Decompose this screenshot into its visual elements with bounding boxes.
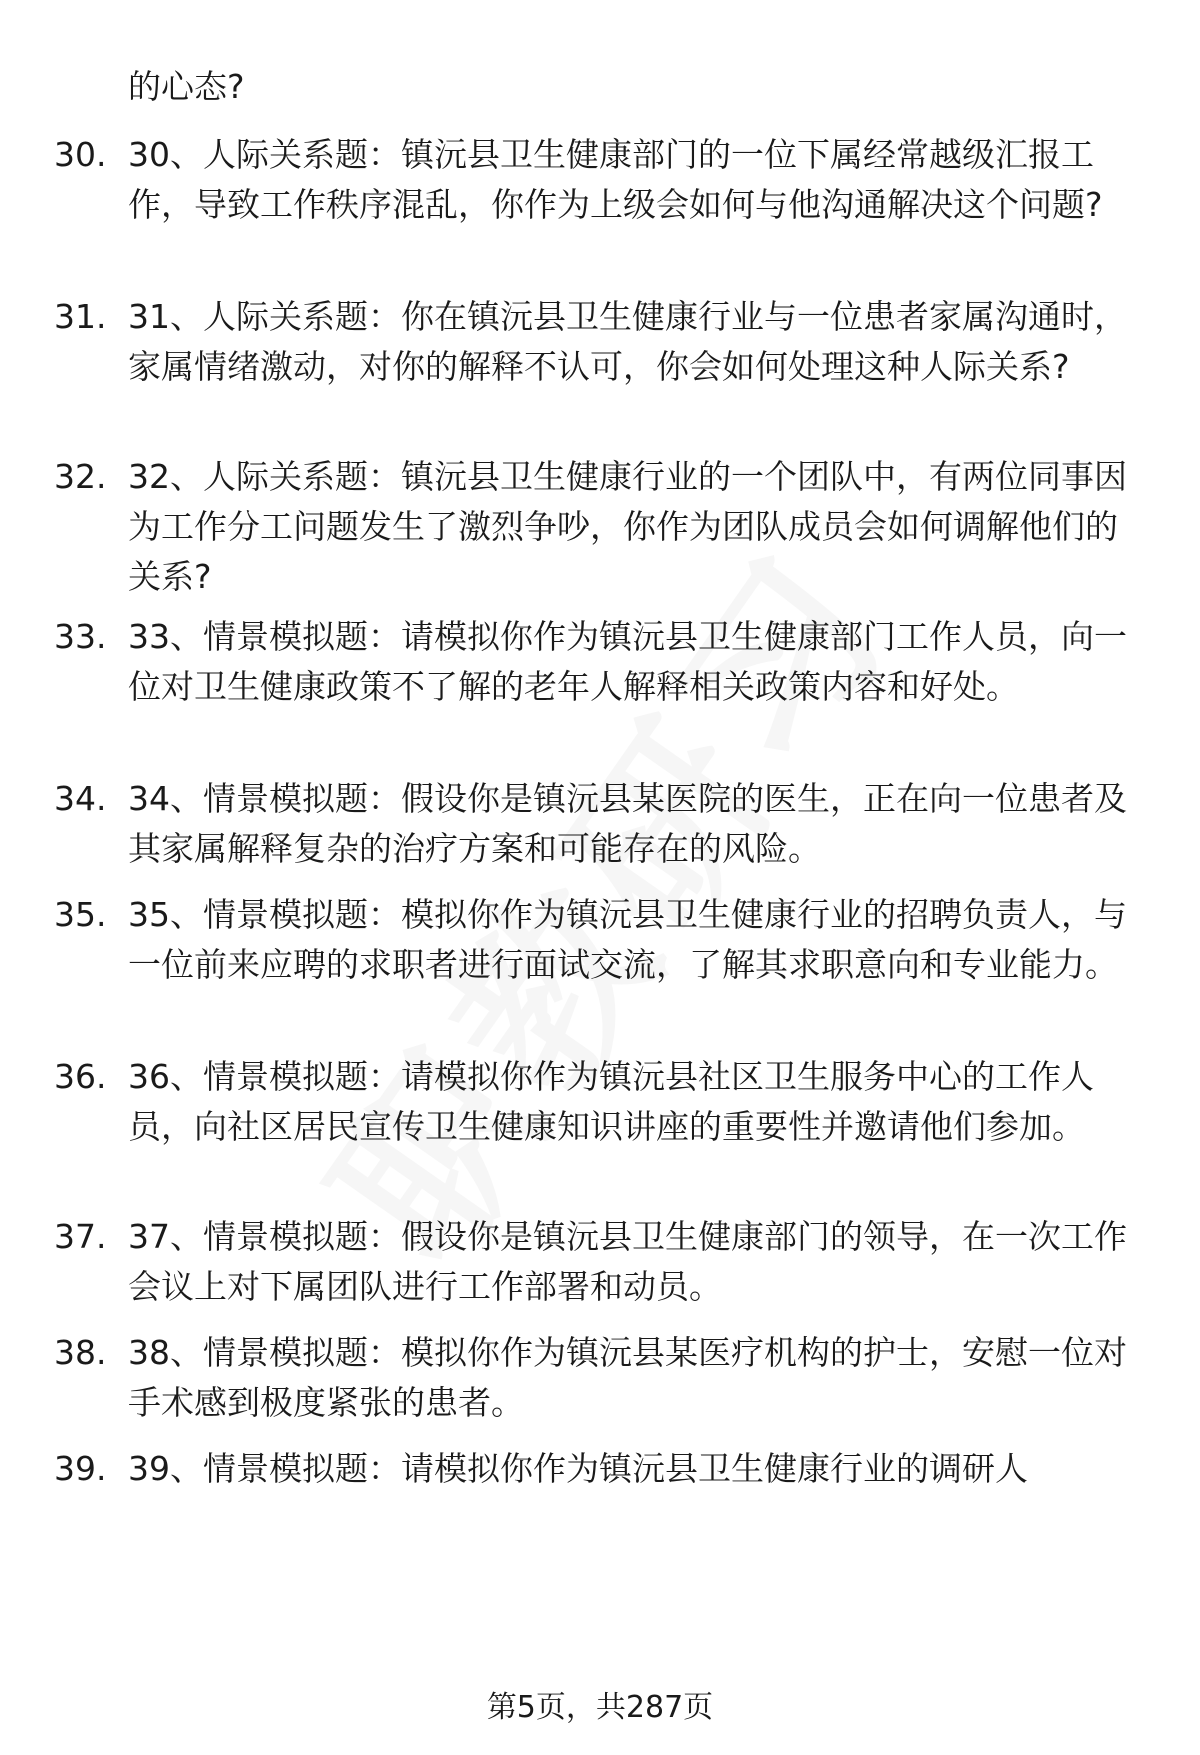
list-item-number: 35. (54, 895, 107, 934)
list-item-text: 32、人际关系题：镇沅县卫生健康行业的一个团队中，有两位同事因为工作分工问题发生了激烈争吵，你作为团队成员会如何调解他们的关系? (128, 457, 1127, 596)
list-item-number: 38. (54, 1333, 107, 1372)
list-item-number: 37. (54, 1217, 107, 1256)
list-item-number: 34. (54, 779, 107, 818)
list-item-text: 34、情景模拟题：假设你是镇沅县某医院的医生，正在向一位患者及其家属解释复杂的治疗方案和可能存在的风险。 (128, 779, 1127, 868)
list-item-text: 38、情景模拟题：模拟你作为镇沅县某医疗机构的护士，安慰一位对手术感到极度紧张的患者。 (128, 1333, 1127, 1422)
list-item-number: 30. (54, 135, 107, 174)
list-item-number: 32. (54, 457, 107, 496)
list-item-text: 31、人际关系题：你在镇沅县卫生健康行业与一位患者家属沟通时，家属情绪激动，对你的解释不认可，你会如何处理这种人际关系? (128, 297, 1127, 386)
continuation-text: 的心态? (128, 67, 245, 106)
list-item-text: 39、情景模拟题：请模拟你作为镇沅县卫生健康行业的调研人 (128, 1449, 1028, 1488)
list-item-text: 36、情景模拟题：请模拟你作为镇沅县社区卫生服务中心的工作人员，向社区居民宣传卫生健康知识讲座的重要性并邀请他们参加。 (128, 1057, 1094, 1146)
list-item-text: 33、情景模拟题：请模拟你作为镇沅县卫生健康部门工作人员，向一位对卫生健康政策不了解的老年人解释相关政策内容和好处。 (128, 617, 1127, 706)
page-footer: 第5页，共287页 (486, 1690, 714, 1725)
list-item-text: 35、情景模拟题：模拟你作为镇沅县卫生健康行业的招聘负责人，与一位前来应聘的求职者进行面试交流，了解其求职意向和专业能力。 (128, 895, 1127, 984)
list-item-number: 36. (54, 1057, 107, 1096)
list-item-number: 39. (54, 1449, 107, 1488)
list-item-text: 30、人际关系题：镇沅县卫生健康部门的一位下属经常越级汇报工作，导致工作秩序混乱，你作为上级会如何与他沟通解决这个问题? (128, 135, 1103, 224)
list-item-number: 33. (54, 617, 107, 656)
list-item-number: 31. (54, 297, 107, 336)
list-item-text: 37、情景模拟题：假设你是镇沅县卫生健康部门的领导，在一次工作会议上对下属团队进行工作部署和动员。 (128, 1217, 1127, 1306)
